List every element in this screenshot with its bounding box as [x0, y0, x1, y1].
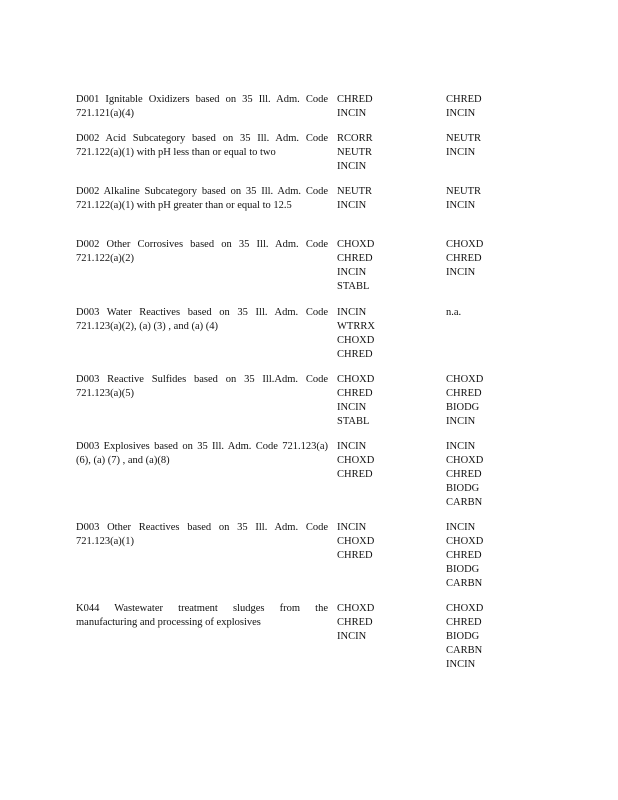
- technology-code: n.a.: [446, 307, 462, 318]
- waste-description: D002 Alkaline Subcategory based on 35 Ill. Adm. Code 721.122(a)(1) with pH greater than or equal to 12.5: [76, 186, 328, 211]
- technology-code: CHRED: [337, 550, 373, 561]
- waste-description: D001 Ignitable Oxidizers based on 35 Ill. Adm. Code 721.121(a)(4): [76, 94, 328, 119]
- technology-code: CHOXD: [337, 335, 375, 346]
- waste-description: K044 Wastewater treatment sludges from the manufacturing and processing of explosives: [76, 603, 328, 628]
- technology-code: BIODG: [446, 564, 480, 575]
- technology-code: INCIN: [337, 631, 367, 642]
- technology-code: CHOXD: [446, 239, 484, 250]
- technology-code: NEUTR: [446, 186, 481, 197]
- technology-codes-column-2: [446, 373, 536, 429]
- technology-code: INCIN: [446, 147, 476, 158]
- technology-code: CHOXD: [446, 374, 484, 385]
- technology-code: CHOXD: [337, 603, 375, 614]
- technology-code: CHRED: [337, 94, 373, 105]
- technology-code: WTRRX: [337, 321, 375, 332]
- waste-description: D003 Water Reactives based on 35 Ill. Adm. Code 721.123(a)(2), (a) (3) , and (a) (4): [76, 307, 328, 332]
- technology-code: INCIN: [446, 108, 476, 119]
- technology-code: CHRED: [337, 388, 373, 399]
- technology-code: INCIN: [446, 522, 476, 533]
- technology-code: BIODG: [446, 483, 480, 494]
- technology-code: CHRED: [446, 469, 482, 480]
- technology-code: NEUTR: [337, 186, 372, 197]
- technology-codes-column-2: [446, 93, 536, 121]
- waste-description: D003 Other Reactives based on 35 Ill. Adm. Code 721.123(a)(1): [76, 522, 328, 547]
- technology-code: INCIN: [446, 267, 476, 278]
- technology-codes-column-2: [446, 521, 536, 591]
- technology-code: CHOXD: [337, 374, 375, 385]
- technology-codes-column-1: [337, 132, 427, 174]
- technology-code: RCORR: [337, 133, 373, 144]
- technology-code: CHRED: [446, 388, 482, 399]
- waste-description: D002 Other Corrosives based on 35 Ill. Adm. Code 721.122(a)(2): [76, 239, 328, 264]
- technology-code: INCIN: [337, 402, 367, 413]
- technology-codes-column-1: [337, 238, 427, 294]
- technology-code: INCIN: [337, 200, 367, 211]
- technology-code: INCIN: [446, 416, 476, 427]
- technology-code: STABL: [337, 416, 370, 427]
- technology-codes-column-2: [446, 132, 536, 160]
- technology-code: CARBN: [446, 645, 483, 656]
- technology-code: CHRED: [446, 253, 482, 264]
- technology-code: INCIN: [337, 267, 367, 278]
- technology-code: CHOXD: [446, 603, 484, 614]
- waste-description: D003 Explosives based on 35 Ill. Adm. Code 721.123(a)(6), (a) (7) , and (a)(8): [76, 441, 328, 466]
- technology-code: STABL: [337, 281, 370, 292]
- technology-code: INCIN: [337, 108, 367, 119]
- technology-code: CHOXD: [446, 536, 484, 547]
- technology-code: CHRED: [337, 253, 373, 264]
- technology-code: CHRED: [446, 550, 482, 561]
- technology-code: CHOXD: [446, 455, 484, 466]
- technology-code: INCIN: [446, 659, 476, 670]
- technology-code: INCIN: [337, 161, 367, 172]
- technology-code: INCIN: [446, 441, 476, 452]
- technology-code: INCIN: [446, 200, 476, 211]
- technology-code: INCIN: [337, 522, 367, 533]
- technology-codes-column-2: [446, 440, 536, 510]
- technology-codes-column-1: [337, 306, 427, 362]
- technology-code: BIODG: [446, 631, 480, 642]
- technology-codes-column-1: [337, 93, 427, 121]
- technology-code: INCIN: [337, 441, 367, 452]
- technology-code: CHOXD: [337, 239, 375, 250]
- technology-codes-column-1: [337, 373, 427, 429]
- technology-code: CHRED: [337, 469, 373, 480]
- technology-codes-column-1: [337, 185, 427, 213]
- technology-codes-column-2: [446, 602, 536, 672]
- technology-codes-column-2: [446, 306, 536, 320]
- technology-code: NEUTR: [337, 147, 372, 158]
- technology-code: CHOXD: [337, 455, 375, 466]
- technology-codes-column-1: [337, 440, 427, 482]
- technology-code: CHRED: [337, 617, 373, 628]
- technology-code: INCIN: [337, 307, 367, 318]
- technology-codes-column-1: [337, 521, 427, 563]
- technology-codes-column-1: [337, 602, 427, 644]
- technology-code: BIODG: [446, 402, 480, 413]
- technology-code: NEUTR: [446, 133, 481, 144]
- technology-code: CHOXD: [337, 536, 375, 547]
- technology-code: CHRED: [337, 349, 373, 360]
- technology-code: CARBN: [446, 497, 483, 508]
- technology-codes-column-2: [446, 238, 536, 280]
- technology-code: CHRED: [446, 94, 482, 105]
- technology-code: CHRED: [446, 617, 482, 628]
- waste-description: D003 Reactive Sulfides based on 35 Ill.Adm. Code 721.123(a)(5): [76, 374, 328, 399]
- technology-codes-column-2: [446, 185, 536, 213]
- waste-description: D002 Acid Subcategory based on 35 Ill. Adm. Code 721.122(a)(1) with pH less than or equal to two: [76, 133, 328, 158]
- technology-code: CARBN: [446, 578, 483, 589]
